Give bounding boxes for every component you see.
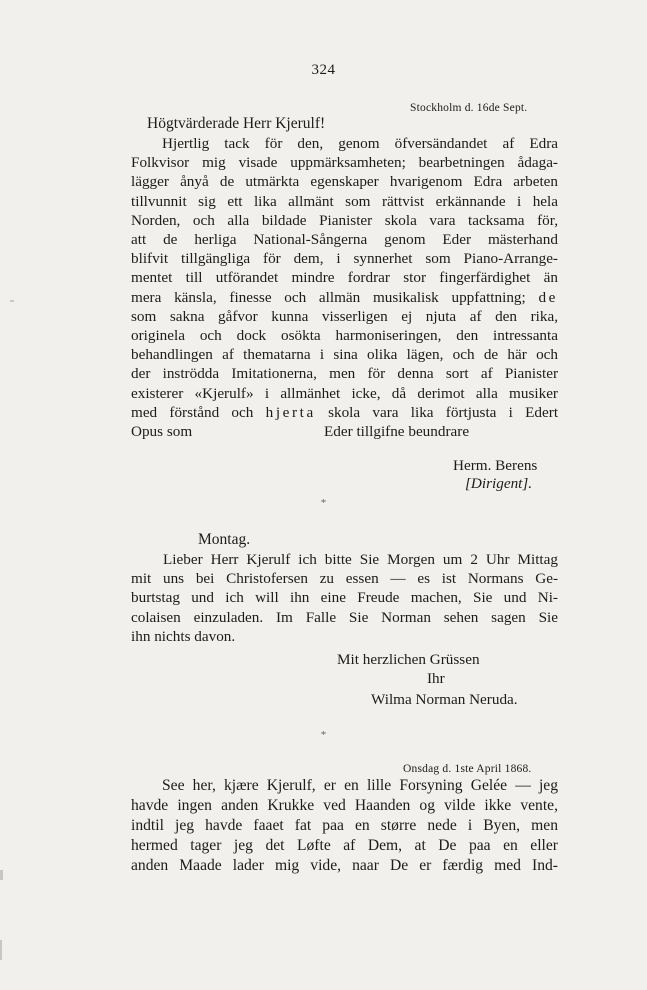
letter1-salutation: Högtvärderade Herr Kjerulf! — [147, 115, 326, 132]
text-line: originela och dock osökta harmoniseringen, den intressanta — [131, 327, 558, 345]
page-number: 324 — [311, 62, 336, 78]
letter3-dateline: Onsdag d. 1ste April 1868. — [403, 763, 532, 775]
spaced-word: de — [538, 288, 558, 306]
text-run: Opus som — [131, 423, 193, 441]
text-line: blifvit tillgängliga för dem, i synnerhet som Piano-Arrange- — [131, 250, 558, 268]
text-line: See her, kjære Kjerulf, er en lille Forsyning Gelée — jeg — [162, 777, 558, 794]
text-run: mera känsla, finesse och allmän musikalisk uppfattning; — [131, 288, 526, 306]
text-run: med förstånd och — [131, 403, 254, 421]
text-line — [131, 403, 558, 422]
text-line: att de herliga National-Sångerna genom Eder mästerhand — [131, 231, 558, 249]
text-line: tillvunnit sig ett lika allmänt som rättvist erkännande i hela — [131, 192, 558, 210]
text-line: existerer «Kjerulf» i allmänhet icke, då derimot alla musiker — [131, 384, 558, 402]
letter1-signature-name: Herm. Berens — [453, 457, 538, 474]
text-line: lägger ånyå de utmärkta egenskaper hvarigenom Edra arbeten — [131, 173, 558, 191]
section-separator: * — [320, 497, 327, 509]
text-run: skola vara lika förtjusta i Edert — [328, 403, 559, 421]
text-line: der inströdda Imitationerna, men för denna sort af Pianister — [131, 365, 558, 383]
text-run: Eder tillgifne beundrare — [324, 423, 470, 441]
letter1-signature-title: [Dirigent]. — [465, 475, 533, 492]
text-line: Folkvisor mig visade uppmärksamheten; bearbetningen ådaga- — [131, 154, 558, 172]
letter2-body — [131, 550, 558, 646]
text-line: indtil jeg havde faaet fat paa en større nede i Byen, men — [131, 817, 558, 834]
text-line — [131, 422, 558, 441]
section-separator: * — [320, 729, 327, 741]
letter2-signature: Wilma Norman Neruda. — [371, 691, 518, 708]
text-line: havde ingen anden Krukke ved Haanden og vilde ikke vente, — [131, 797, 558, 814]
letter3-body — [131, 776, 558, 876]
text-line: Hjertlig tack för den, genom öfversändandet af Edra — [162, 135, 558, 152]
letter1-dateline: Stockholm d. 16de Sept. — [410, 102, 528, 114]
text-line: behandlingen af thematarna i sina olika lägen, och de här och — [131, 346, 558, 364]
left-edge-mark — [10, 300, 14, 302]
text-line: mentet till utförandet mindre fordrar stor fingerfärdighet än — [131, 269, 558, 287]
text-line: burtstag und ich will ihn eine Freude machen, Sie und Ni- — [131, 589, 558, 607]
text-line: Lieber Herr Kjerulf ich bitte Sie Morgen um 2 Uhr Mittag — [163, 551, 558, 568]
letter1-body — [131, 134, 558, 441]
text-line: anden Maade lader mig vide, naar De er færdig med Ind- — [131, 857, 558, 874]
letter2-closing: Mit herzlichen Grüssen — [337, 651, 480, 668]
text-line: colaisen einzuladen. Im Falle Sie Norman sehen sagen Sie — [131, 608, 558, 626]
text-line: hermed tager jeg det Løfte af Dem, at De paa en eller — [131, 837, 558, 854]
letter2-closing-ihr: Ihr — [427, 670, 445, 687]
text-line: ihn nichts davon. — [131, 627, 236, 645]
text-line: som sakna gåfvor kunna visserligen ej njuta af den rika, — [131, 307, 558, 325]
text-line: Norden, och alla bildade Pianister skola vara tacksama för, — [131, 211, 558, 229]
left-edge-mark — [0, 940, 2, 960]
text-line: mit uns bei Christofersen zu essen — es ist Normans Ge- — [131, 570, 558, 588]
text-line — [131, 288, 558, 307]
spaced-word: hjerta — [265, 403, 316, 421]
letter2-salutation: Montag. — [198, 531, 251, 548]
left-edge-mark — [0, 870, 3, 880]
